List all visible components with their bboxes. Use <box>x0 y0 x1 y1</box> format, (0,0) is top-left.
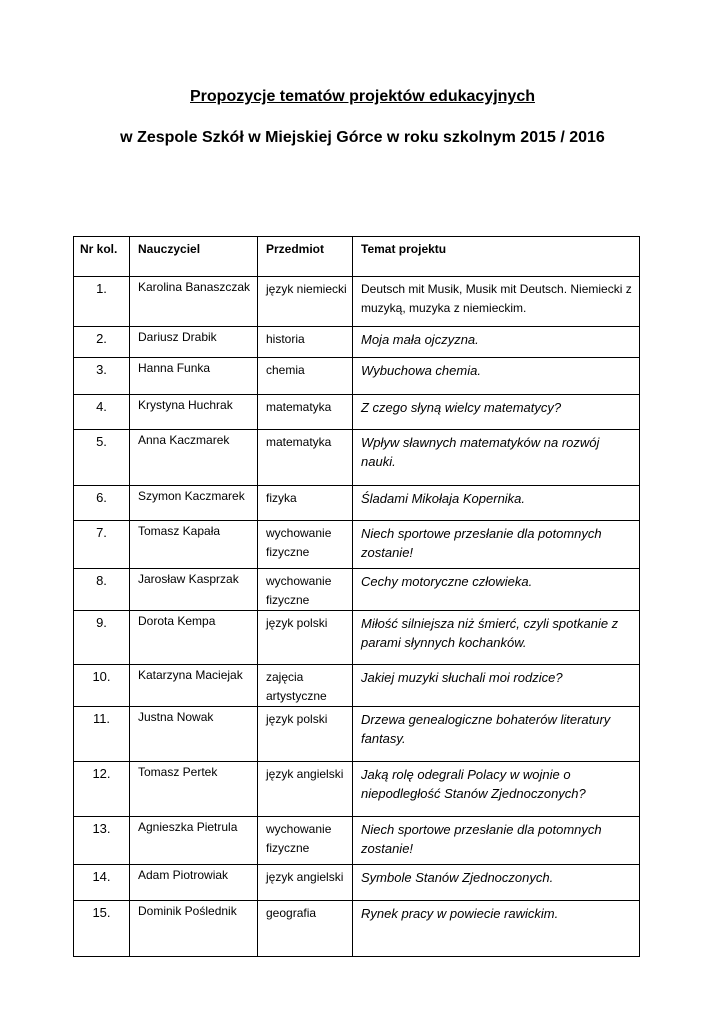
row-teacher: Dariusz Drabik <box>130 327 258 358</box>
row-teacher: Tomasz Pertek <box>130 762 258 817</box>
row-subject: matematyka <box>258 430 353 486</box>
row-teacher: Dominik Poślednik <box>130 901 258 957</box>
row-nr: 3. <box>74 358 130 395</box>
table-row <box>74 430 640 486</box>
row-teacher: Agnieszka Pietrula <box>130 817 258 865</box>
row-subject: zajęcia artystyczne <box>258 665 353 707</box>
row-nr: 10. <box>74 665 130 707</box>
row-nr: 7. <box>74 521 130 569</box>
row-topic: Wpływ sławnych matematyków na rozwój nauki. <box>353 430 640 486</box>
row-topic: Moja mała ojczyzna. <box>353 327 640 358</box>
row-topic: Niech sportowe przesłanie dla potomnych zostanie! <box>353 521 640 569</box>
table-row <box>74 762 640 817</box>
row-subject: język polski <box>258 611 353 665</box>
row-nr: 14. <box>74 865 130 901</box>
header-nr: Nr kol. <box>74 237 130 277</box>
header-teacher: Nauczyciel <box>130 237 258 277</box>
row-topic: Z czego słyną wielcy matematycy? <box>353 395 640 430</box>
row-subject: historia <box>258 327 353 358</box>
table-row <box>74 569 640 611</box>
table-row <box>74 611 640 665</box>
row-nr: 8. <box>74 569 130 611</box>
row-nr: 9. <box>74 611 130 665</box>
row-subject: fizyka <box>258 486 353 521</box>
row-topic: Jakiej muzyki słuchali moi rodzice? <box>353 665 640 707</box>
row-topic: Niech sportowe przesłanie dla potomnych zostanie! <box>353 817 640 865</box>
projects-table <box>73 236 640 957</box>
row-subject: język polski <box>258 707 353 762</box>
row-topic: Drzewa genealogiczne bohaterów literatury fantasy. <box>353 707 640 762</box>
row-topic: Symbole Stanów Zjednoczonych. <box>353 865 640 901</box>
table-row <box>74 665 640 707</box>
header-topic: Temat projektu <box>353 237 640 277</box>
row-nr: 4. <box>74 395 130 430</box>
row-teacher: Krystyna Huchrak <box>130 395 258 430</box>
row-subject: wychowanie fizyczne <box>258 817 353 865</box>
row-teacher: Tomasz Kapała <box>130 521 258 569</box>
table-header-row <box>74 237 640 277</box>
row-subject: matematyka <box>258 395 353 430</box>
row-nr: 12. <box>74 762 130 817</box>
row-teacher: Justna Nowak <box>130 707 258 762</box>
table-row <box>74 358 640 395</box>
table-row <box>74 395 640 430</box>
table-row <box>74 327 640 358</box>
row-subject: język angielski <box>258 865 353 901</box>
row-teacher: Adam Piotrowiak <box>130 865 258 901</box>
row-subject: geografia <box>258 901 353 957</box>
row-subject: wychowanie fizyczne <box>258 569 353 611</box>
row-subject: chemia <box>258 358 353 395</box>
document-title: Propozycje tematów projektów edukacyjnych <box>190 88 535 105</box>
row-nr: 15. <box>74 901 130 957</box>
row-subject: wychowanie fizyczne <box>258 521 353 569</box>
table-row <box>74 521 640 569</box>
table-row <box>74 277 640 327</box>
row-nr: 11. <box>74 707 130 762</box>
table-row <box>74 707 640 762</box>
row-topic: Deutsch mit Musik, Musik mit Deutsch. Niemiecki z muzyką, muzyka z niemieckim. <box>353 277 640 327</box>
row-teacher: Karolina Banaszczak <box>130 277 258 327</box>
row-teacher: Dorota Kempa <box>130 611 258 665</box>
row-topic: Rynek pracy w powiecie rawickim. <box>353 901 640 957</box>
table-row <box>74 486 640 521</box>
row-topic: Śladami Mikołaja Kopernika. <box>353 486 640 521</box>
row-subject: język niemiecki <box>258 277 353 327</box>
table-row <box>74 817 640 865</box>
row-topic: Cechy motoryczne człowieka. <box>353 569 640 611</box>
row-topic: Jaką rolę odegrali Polacy w wojnie o niepodległość Stanów Zjednoczonych? <box>353 762 640 817</box>
row-teacher: Jarosław Kasprzak <box>130 569 258 611</box>
row-teacher: Anna Kaczmarek <box>130 430 258 486</box>
table-row <box>74 901 640 957</box>
row-teacher: Katarzyna Maciejak <box>130 665 258 707</box>
row-topic: Miłość silniejsza niż śmierć, czyli spotkanie z parami słynnych kochanków. <box>353 611 640 665</box>
row-nr: 13. <box>74 817 130 865</box>
row-nr: 2. <box>74 327 130 358</box>
row-teacher: Szymon Kaczmarek <box>130 486 258 521</box>
row-nr: 5. <box>74 430 130 486</box>
row-nr: 1. <box>74 277 130 327</box>
row-teacher: Hanna Funka <box>130 358 258 395</box>
row-subject: język angielski <box>258 762 353 817</box>
table-row <box>74 865 640 901</box>
header-subject: Przedmiot <box>258 237 353 277</box>
row-nr: 6. <box>74 486 130 521</box>
row-topic: Wybuchowa chemia. <box>353 358 640 395</box>
document-subtitle: w Zespole Szkół w Miejskiej Górce w roku szkolnym 2015 / 2016 <box>120 129 605 146</box>
